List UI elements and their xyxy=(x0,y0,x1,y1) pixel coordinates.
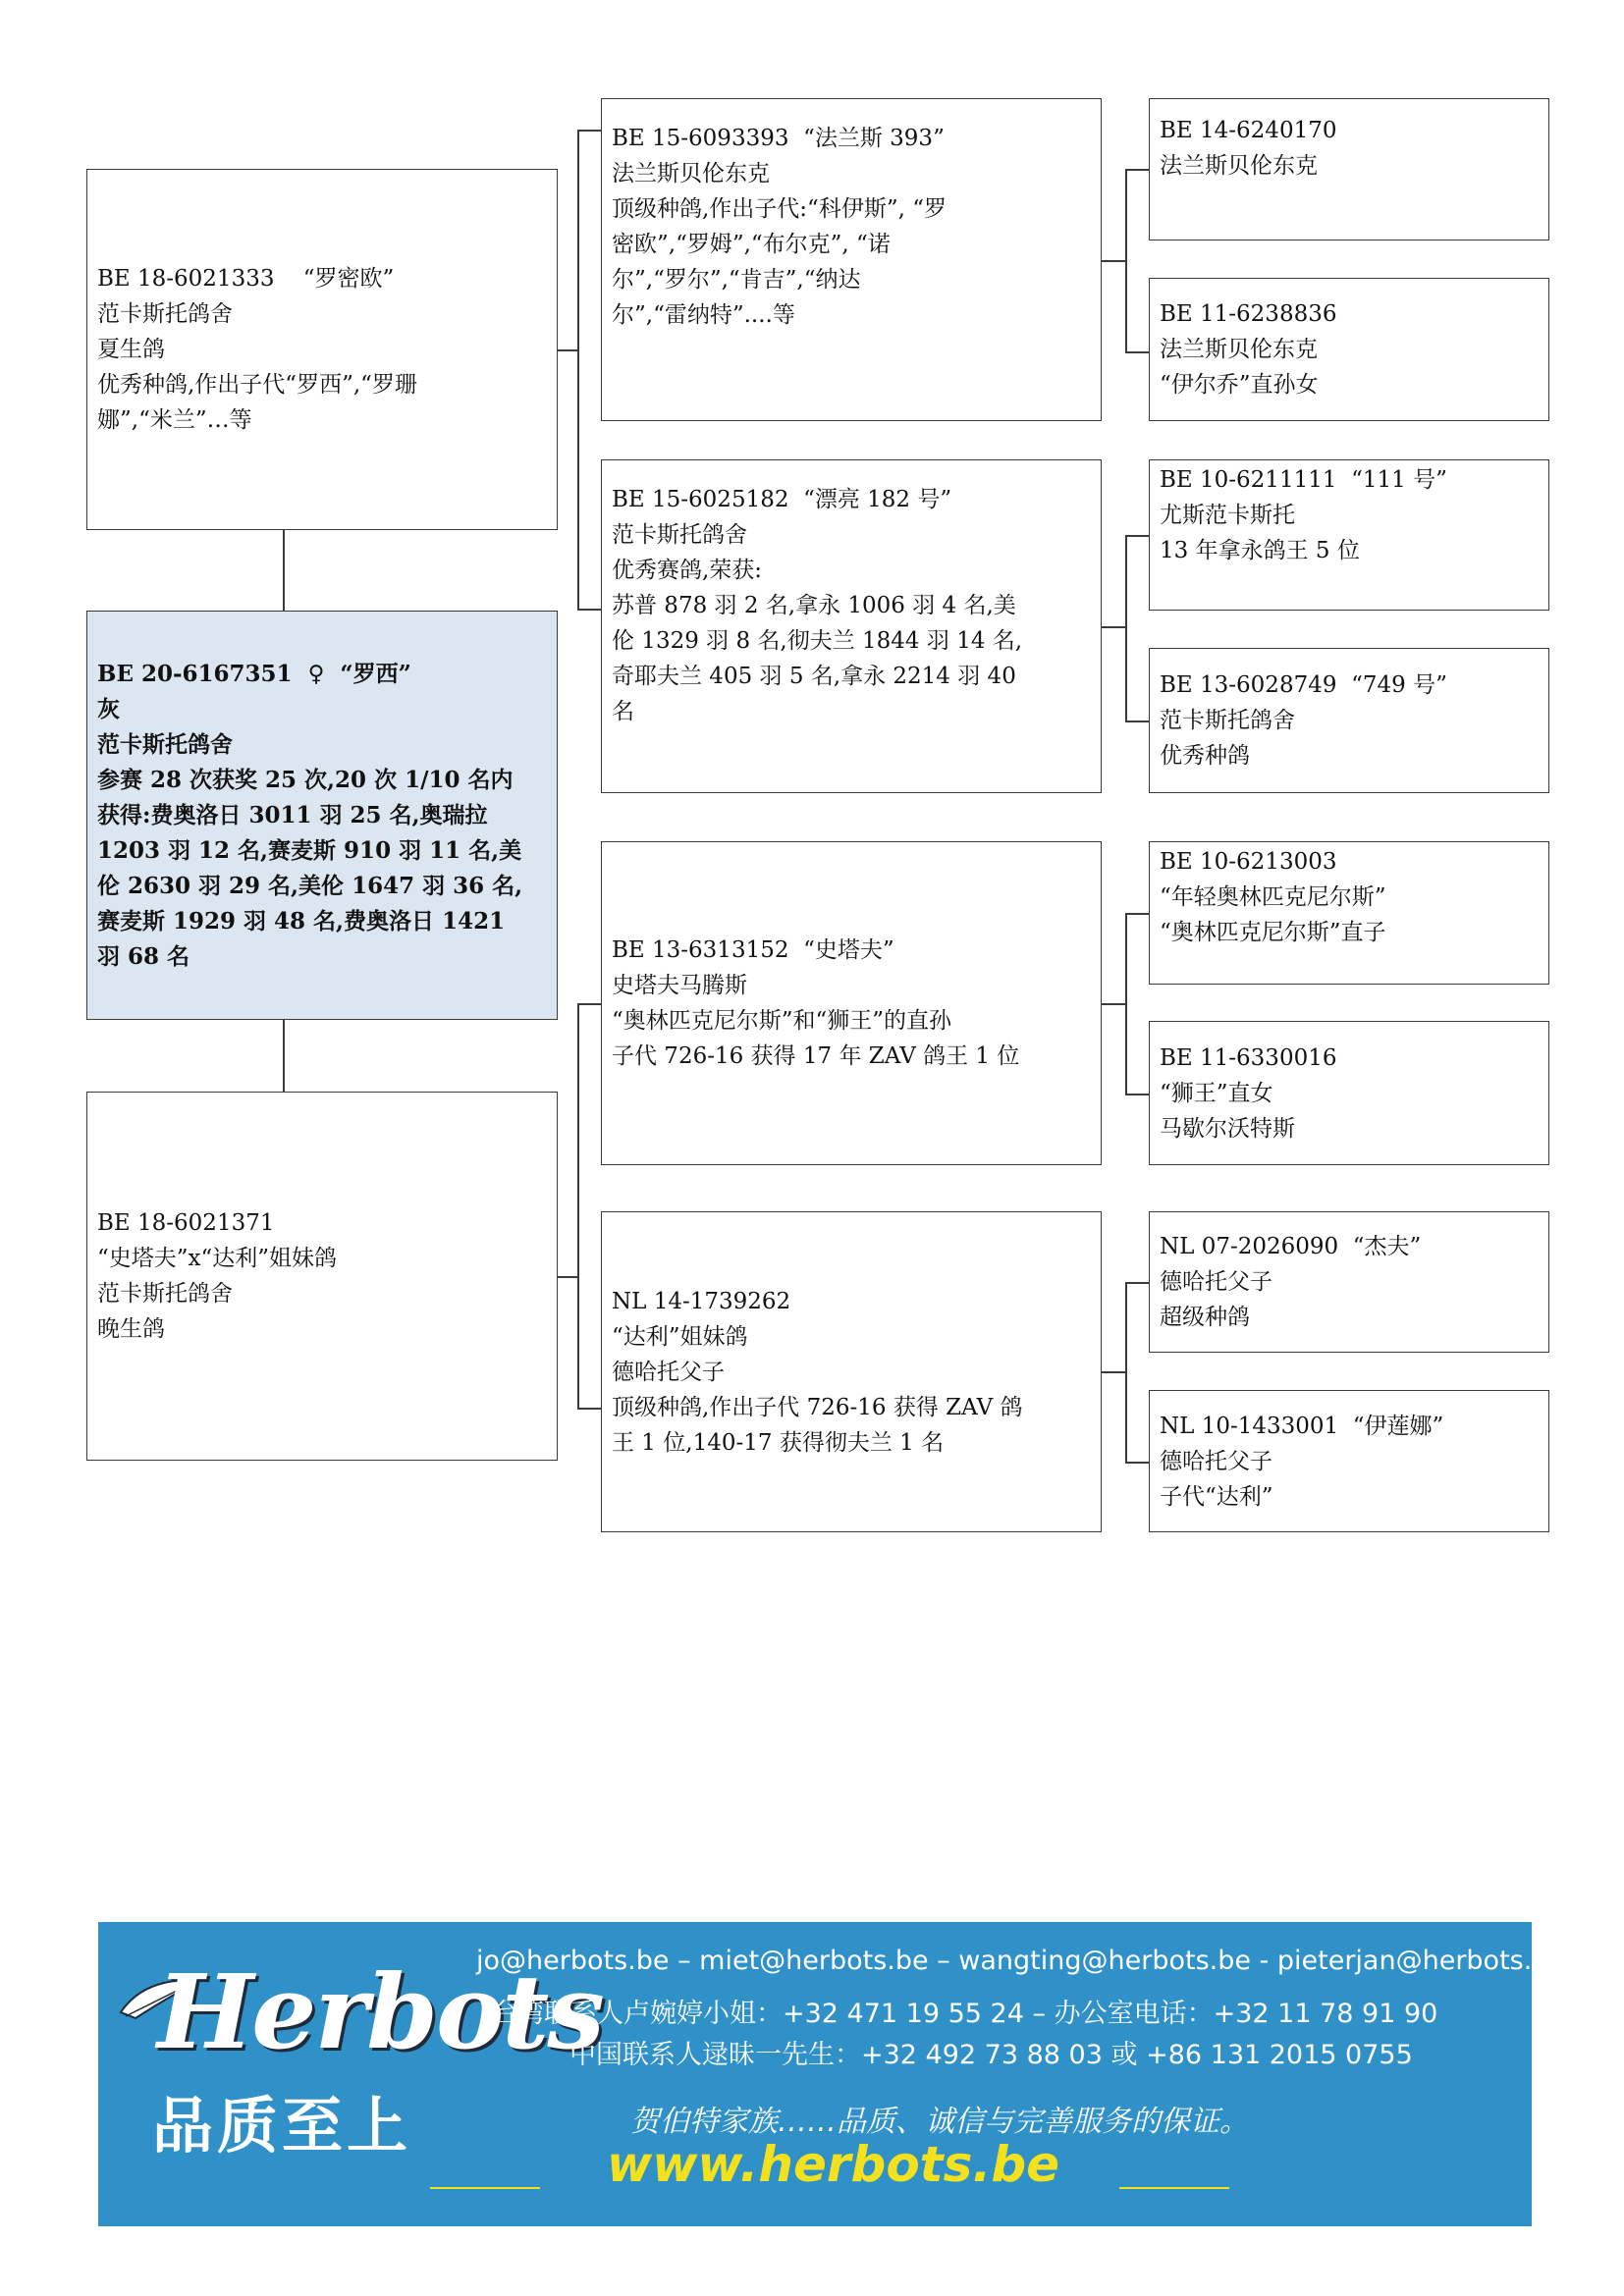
connector-line xyxy=(1125,1462,1149,1464)
ancestor-card-7 xyxy=(1149,1211,1549,1353)
dam-line: 晚生鸽 xyxy=(97,1316,165,1342)
pedigree-line: 子代“达利” xyxy=(1160,1483,1273,1510)
pedigree-line: BE 11-6330016 xyxy=(1160,1044,1337,1071)
pedigree-line: BE 15-6093393 “法兰斯 393” xyxy=(612,126,945,151)
dam-line: BE 18-6021371 xyxy=(97,1210,275,1236)
subject-line: 赛麦斯 1929 羽 48 名,费奥洛日 1421 xyxy=(97,907,506,934)
pedigree-line: 法兰斯贝伦东克 xyxy=(1160,153,1318,179)
pedigree-line: 子代 726-16 获得 17 年 ZAV 鸽王 1 位 xyxy=(612,1043,1020,1069)
pedigree-line: “达利”姐妹鸽 xyxy=(612,1323,748,1350)
subject-line: 获得:费奥洛日 3011 羽 25 名,奥瑞拉 xyxy=(97,801,488,828)
pedigree-line: 范卡斯托鸽舍 xyxy=(1160,708,1295,733)
pedigree-line: “奥林匹克尼尔斯”直子 xyxy=(1160,920,1386,945)
sire-line: 范卡斯托鸽舍 xyxy=(97,301,233,327)
pedigree-line: 尔”,“雷纳特”....等 xyxy=(612,302,795,328)
subject-line: 范卡斯托鸽舍 xyxy=(97,730,233,758)
pedigree-line: “伊尔乔”直孙女 xyxy=(1160,372,1319,398)
pedigree-line: 德哈托父子 xyxy=(1160,1269,1272,1295)
connector-line xyxy=(283,1020,285,1092)
sire-line: 夏生鸽 xyxy=(97,337,165,362)
pedigree-line: BE 10-6213003 xyxy=(1160,849,1337,875)
connector-line xyxy=(577,130,601,132)
connector-line xyxy=(1125,721,1149,722)
pedigree-line: 德哈托父子 xyxy=(612,1359,725,1385)
connector-line xyxy=(1125,1282,1149,1284)
pedigree-line: 马歇尔沃特斯 xyxy=(1160,1115,1295,1142)
granddam-paternal-card xyxy=(601,459,1102,793)
subject-card xyxy=(86,611,558,1020)
pedigree-line: BE 10-6211111 “111 号” xyxy=(1160,467,1447,493)
dam-card xyxy=(86,1092,558,1461)
sire-line: BE 18-6021333 “罗密欧” xyxy=(97,266,395,292)
connector-line xyxy=(577,1003,579,1408)
ancestor-card-1 xyxy=(1149,98,1549,240)
website-link[interactable]: www.herbots.be xyxy=(607,2136,1060,2193)
pedigree-line: BE 15-6025182 “漂亮 182 号” xyxy=(612,487,952,512)
subject-line: 1203 羽 12 名,赛麦斯 910 羽 11 名,美 xyxy=(97,836,522,864)
connector-line xyxy=(1125,913,1127,1094)
sire-card xyxy=(86,169,558,530)
subject-line: 羽 68 名 xyxy=(97,942,190,970)
pedigree-line: NL 07-2026090 “杰夫” xyxy=(1160,1234,1422,1259)
pedigree-line: 优秀赛鸽,荣获: xyxy=(612,558,763,583)
ancestor-card-6 xyxy=(1149,1021,1549,1165)
connector-line xyxy=(577,1408,601,1410)
granddam-maternal-card xyxy=(601,1211,1102,1532)
connector-line xyxy=(558,1276,577,1278)
sire-line: 优秀种鸽,作出子代“罗西”,“罗珊 xyxy=(97,372,417,398)
contact-china: 中国联系人逯昧一先生：+32 492 73 88 03 或 +86 131 2015 0755 xyxy=(569,2040,1413,2070)
connector-line xyxy=(558,349,577,351)
pedigree-line: BE 14-6240170 xyxy=(1160,118,1337,143)
grandsire-maternal-card xyxy=(601,841,1102,1165)
ancestor-card-5 xyxy=(1149,841,1549,985)
sire-line: 娜”,“米兰”…等 xyxy=(97,407,252,433)
grandsire-paternal-card xyxy=(601,98,1102,421)
connector-line xyxy=(1102,1003,1125,1005)
pedigree-line: 优秀种鸽 xyxy=(1160,743,1250,769)
contact-emails: jo@herbots.be – miet@herbots.be – wangting@herbots.be - pieterjan@herbots.be xyxy=(476,1946,1566,1976)
dam-line: “史塔夫”x“达利”姐妹鸽 xyxy=(97,1246,338,1271)
pedigree-line: 顶级种鸽,作出子代:“科伊斯”, “罗 xyxy=(612,196,947,222)
herbots-logo: Herbots xyxy=(157,1951,603,2072)
connector-line xyxy=(1102,1371,1125,1373)
pedigree-line: 超级种鸽 xyxy=(1160,1305,1250,1330)
subject-line: 灰 xyxy=(97,695,120,722)
pedigree-line: 伦 1329 羽 8 名,彻夫兰 1844 羽 14 名, xyxy=(612,628,1023,654)
pedigree-line: 苏普 878 羽 2 名,拿永 1006 羽 4 名,美 xyxy=(612,593,1016,618)
pedigree-line: 史塔夫马腾斯 xyxy=(612,973,747,998)
pedigree-line: 13 年拿永鸽王 5 位 xyxy=(1160,538,1360,563)
ancestor-card-8 xyxy=(1149,1390,1549,1532)
decorative-line-right xyxy=(1119,2187,1229,2189)
connector-line xyxy=(1102,626,1125,628)
pedigree-line: BE 11-6238836 xyxy=(1160,301,1337,327)
contact-taiwan: 台湾联系人卢婉婷小姐：+32 471 19 55 24 – 办公室电话：+32 11 78 91 90 xyxy=(491,1999,1438,2029)
pedigree-line: NL 10-1433001 “伊莲娜” xyxy=(1160,1413,1444,1439)
ancestor-card-2 xyxy=(1149,278,1549,421)
connector-line xyxy=(1102,260,1125,262)
herbots-banner xyxy=(98,1922,1566,2226)
dam-line: 范卡斯托鸽舍 xyxy=(97,1281,233,1307)
connector-line xyxy=(577,1003,601,1005)
pedigree-line: 法兰斯贝伦东克 xyxy=(1160,337,1318,362)
pedigree-line: 顶级种鸽,作出子代 726-16 获得 ZAV 鸽 xyxy=(612,1394,1023,1420)
pedigree-line: 尔”,“罗尔”,“肯吉”,“纳达 xyxy=(612,267,861,293)
pedigree-line: BE 13-6313152 “史塔夫” xyxy=(612,937,894,963)
connector-line xyxy=(577,130,579,609)
connector-line xyxy=(1125,535,1149,537)
connector-line xyxy=(283,530,285,611)
connector-line xyxy=(1125,1282,1127,1462)
pedigree-line: 王 1 位,140-17 获得彻夫兰 1 名 xyxy=(612,1429,945,1456)
ancestor-card-4 xyxy=(1149,648,1549,793)
pedigree-line: “狮王”直女 xyxy=(1160,1080,1273,1106)
connector-line xyxy=(577,609,601,611)
connector-line xyxy=(1125,169,1127,351)
pedigree-line: “年轻奥林匹克尼尔斯” xyxy=(1160,884,1386,910)
pedigree-line: BE 13-6028749 “749 号” xyxy=(1160,672,1447,698)
subject-line: 参赛 28 次获奖 25 次,20 次 1/10 名内 xyxy=(97,766,514,793)
connector-line xyxy=(1125,913,1149,915)
subject-line: 伦 2630 羽 29 名,美伦 1647 羽 36 名, xyxy=(97,872,523,899)
pedigree-line: NL 14-1739262 xyxy=(612,1288,791,1314)
connector-line xyxy=(1125,169,1149,171)
pedigree-line: 名 xyxy=(612,699,634,724)
pedigree-line: 尤斯范卡斯托 xyxy=(1160,503,1295,528)
pedigree-line: 德哈托父子 xyxy=(1160,1448,1272,1474)
connector-line xyxy=(1125,1094,1149,1095)
pedigree-line: “奥林匹克尼尔斯”和“狮王”的直孙 xyxy=(612,1008,952,1034)
connector-line xyxy=(1125,351,1149,353)
decorative-line-left xyxy=(430,2187,540,2189)
pedigree-line: 密欧”,“罗姆”,“布尔克”, “诺 xyxy=(612,232,891,257)
tagline: 贺伯特家族……品质、诚信与完善服务的保证。 xyxy=(630,2105,1249,2139)
pedigree-line: 奇耶夫兰 405 羽 5 名,拿永 2214 羽 40 xyxy=(612,664,1016,689)
connector-line xyxy=(1125,535,1127,721)
pedigree-line: 范卡斯托鸽舍 xyxy=(612,522,747,548)
subject-line: BE 20-6167351 ♀ “罗西” xyxy=(97,660,411,687)
ancestor-card-3 xyxy=(1149,459,1549,611)
pedigree-line: 法兰斯贝伦东克 xyxy=(612,161,770,187)
slogan: 品质至上 xyxy=(152,2090,412,2162)
